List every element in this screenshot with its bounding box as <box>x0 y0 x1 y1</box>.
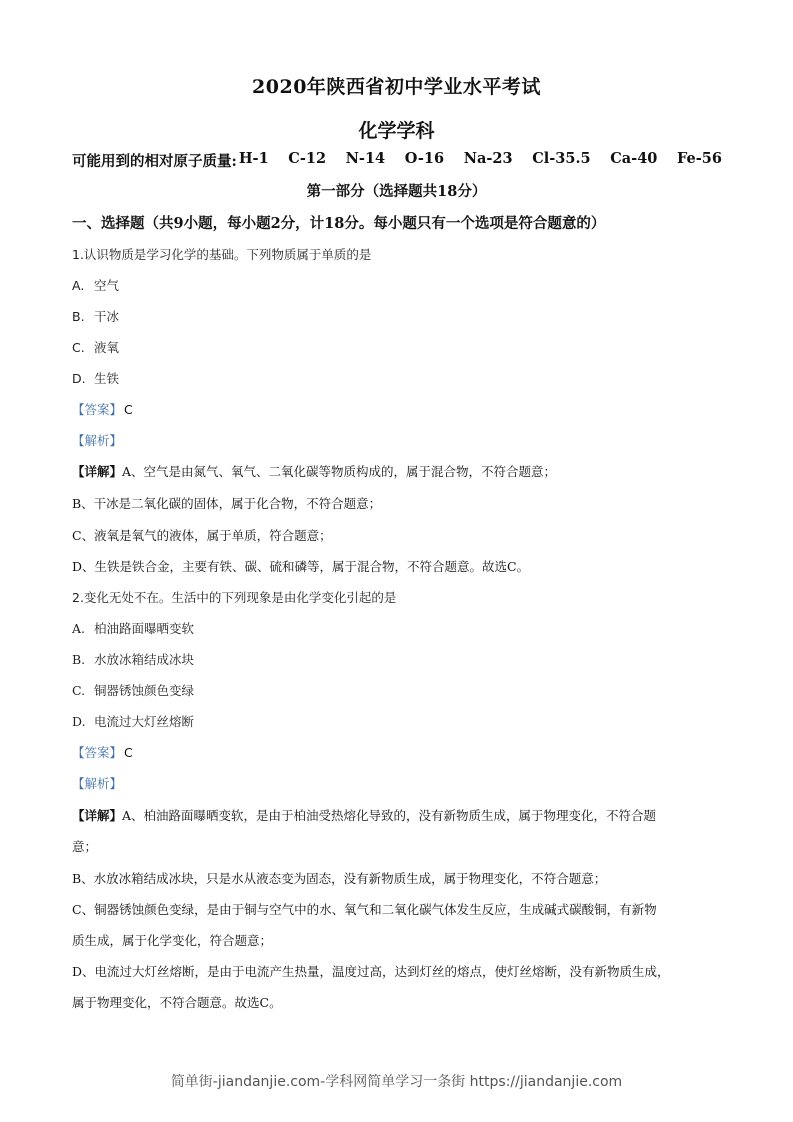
option-text: 水放冰箱结成冰块 <box>94 652 195 667</box>
detail-text: A、柏油路面曝晒变软，是由于柏油受热熔化导致的，没有新物质生成，属于物理变化，不符合题 <box>122 808 657 823</box>
question-2-option-d <box>72 712 194 730</box>
option-letter: B. <box>72 652 86 667</box>
atomic-mass-c: C-12 <box>288 150 327 167</box>
question-2-option-c <box>72 681 194 699</box>
question-2-answer <box>72 743 133 761</box>
part-title: 第一部分（选择题共18分） <box>306 183 487 200</box>
option-letter: B. <box>72 309 85 324</box>
question-2-option-b <box>72 650 194 668</box>
option-letter: A. <box>72 278 85 293</box>
question-2-detail-line-4: C、铜器锈蚀颜色变绿，是由于铜与空气中的水、氧气和二氧化碳气体发生反应，生成碱式碳酸铜，有新物 <box>72 902 657 917</box>
question-1-option-d <box>72 369 119 387</box>
exam-title: 2020年陕西省初中学业水平考试 <box>252 76 541 98</box>
detail-label: 【详解】 <box>72 808 123 823</box>
question-2-detail-line-1 <box>72 806 656 824</box>
atomic-mass-n: N-14 <box>345 150 386 167</box>
atomic-mass-o: O-16 <box>404 150 445 167</box>
question-1-answer <box>72 400 133 418</box>
question-1-detail-line-3: C、液氧是氧气的液体，属于单质，符合题意； <box>72 528 332 543</box>
detail-label: 【详解】 <box>72 464 123 479</box>
footer-watermark: 简单街-jiandanjie.com-学科网简单学习一条街 https://jiandanjie.com <box>170 1074 623 1090</box>
question-1-detail-line-2: B、干冰是二氧化碳的固体，属于化合物，不符合题意； <box>72 496 382 511</box>
option-text: 空气 <box>94 278 120 293</box>
question-1-option-a <box>72 276 119 294</box>
question-1-detail-line-1 <box>72 462 556 480</box>
option-text: 生铁 <box>94 371 120 386</box>
question-2-stem: 2.变化无处不在。生活中的下列现象是由化学变化引起的是 <box>72 590 397 605</box>
question-1-stem: 1.认识物质是学习化学的基础。下列物质属于单质的是 <box>72 247 372 262</box>
answer-label: 【答案】 <box>72 402 123 417</box>
question-2-detail-line-2: 意； <box>72 839 98 854</box>
atomic-mass-label: 可能用到的相对原子质量: <box>72 153 237 170</box>
section-title: 一、选择题（共9小题，每小题2分，计18分。每小题只有一个选项是符合题意的） <box>72 215 606 232</box>
atomic-mass-fe: Fe-56 <box>677 150 722 167</box>
option-letter: A. <box>72 621 86 636</box>
answer-value: C <box>124 745 133 760</box>
option-text: 液氧 <box>94 340 120 355</box>
atomic-mass-h: H-1 <box>238 150 269 167</box>
answer-label: 【答案】 <box>72 745 123 760</box>
atomic-mass-ca: Ca-40 <box>610 150 658 167</box>
subject-title: 化学学科 <box>358 120 435 142</box>
option-letter: D. <box>72 714 86 729</box>
question-2-detail-line-6: D、电流过大灯丝熔断，是由于电流产生热量，温度过高，达到灯丝的熔点，使灯丝熔断，没有新物质生成， <box>72 964 670 979</box>
atomic-mass-cl: Cl-35.5 <box>532 150 591 167</box>
question-2-analysis-label: 【解析】 <box>72 776 123 791</box>
option-text: 电流过大灯丝熔断 <box>94 714 195 729</box>
question-2-detail-line-5: 质生成，属于化学变化，符合题意； <box>72 933 273 948</box>
option-letter: C. <box>72 683 86 698</box>
question-1-detail-line-4: D、生铁是铁合金，主要有铁、碳、硫和磷等，属于混合物，不符合题意。故选C。 <box>72 559 530 574</box>
option-letter: C. <box>72 340 85 355</box>
atomic-mass-list <box>239 150 722 171</box>
option-text: 柏油路面曝晒变软 <box>94 621 195 636</box>
question-1-analysis-label: 【解析】 <box>72 433 123 448</box>
question-2-detail-line-3: B、水放冰箱结成冰块，只是水从液态变为固态，没有新物质生成，属于物理变化，不符合题意； <box>72 871 607 886</box>
question-1-option-b <box>72 307 119 325</box>
option-text: 铜器锈蚀颜色变绿 <box>94 683 195 698</box>
option-letter: D. <box>72 371 86 386</box>
question-2-detail-line-7: 属于物理变化，不符合题意。故选C。 <box>72 995 282 1010</box>
atomic-mass-line <box>72 150 722 171</box>
atomic-mass-na: Na-23 <box>463 150 513 167</box>
detail-text: A、空气是由氮气、氧气、二氧化碳等物质构成的，属于混合物，不符合题意； <box>122 464 557 479</box>
answer-value: C <box>124 402 133 417</box>
question-2-option-a <box>72 619 194 637</box>
question-1-option-c <box>72 338 119 356</box>
option-text: 干冰 <box>94 309 120 324</box>
